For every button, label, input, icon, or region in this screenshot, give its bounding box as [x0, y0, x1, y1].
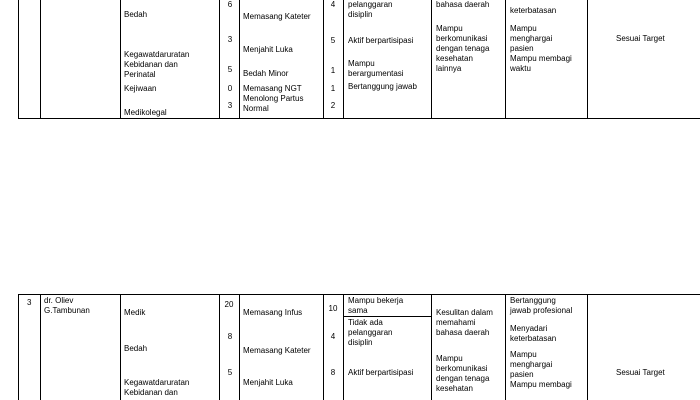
table-border [505, 0, 506, 118]
table-border [18, 118, 700, 119]
person-name: dr. Oliev G.Tambunan [44, 296, 90, 315]
skill-count: 1 [330, 84, 336, 93]
skill-item: Bedah Minor [243, 69, 289, 78]
upper-table [0, 0, 700, 120]
table-border [431, 0, 432, 118]
skill-item: Menolong Partus Normal [243, 94, 304, 113]
competency-medikolegal: Medikolegal [124, 108, 167, 117]
competency-medik: Medik [124, 308, 146, 317]
competency-kejiwaan: Kejiwaan [124, 84, 157, 93]
skill-count: 8 [330, 368, 336, 377]
competency-bedah: Bedah [124, 10, 148, 19]
table-border [239, 294, 240, 400]
attitude-item: Bertanggung jawab [348, 82, 417, 91]
competency-kegawatdaruratan: Kegawatdaruratan Kebidanan dan [124, 378, 190, 397]
competency-count: 5 [227, 65, 233, 74]
table-border [18, 0, 19, 118]
cell-divider [219, 118, 343, 119]
attitude-item: pelanggaran disiplin [348, 0, 393, 19]
skill-item: Menjahit Luka [243, 45, 293, 54]
skill-item: Memasang Infus [243, 308, 303, 317]
professionalism-item: keterbatasan [510, 6, 557, 15]
table-border [343, 294, 344, 400]
skill-count: 10 [328, 304, 338, 313]
table-border [219, 0, 220, 118]
skill-count: 2 [330, 101, 336, 110]
skill-item: Menjahit Luka [243, 378, 293, 387]
competency-count: 3 [227, 101, 233, 110]
professionalism-item: Menyadari keterbatasan [510, 324, 557, 343]
competency-count: 3 [227, 35, 233, 44]
skill-count: 4 [330, 0, 336, 9]
cell-divider [343, 316, 431, 317]
attitude-item: Aktif berpartisipasi [348, 36, 414, 45]
communication-item: Kesulitan dalam memahami bahasa daerah [436, 308, 493, 337]
communication-item: Mampu berkomunikasi dengan tenaga kesehatan [436, 354, 490, 393]
professionalism-item: Bertanggung jawab profesional [510, 296, 573, 315]
table-border [120, 0, 121, 118]
table-border [219, 294, 220, 400]
table-border [18, 294, 19, 400]
communication-item: bahasa daerah [436, 0, 490, 9]
competency-bedah: Bedah [124, 344, 148, 353]
row-number: 3 [27, 298, 32, 307]
table-border [431, 294, 432, 400]
skill-item: Memasang Kateter [243, 346, 311, 355]
competency-kegawatdaruratan: Kegawatdaruratan Kebidanan dan Perinatal [124, 50, 190, 79]
attitude-item: Mampu berargumentasi [348, 59, 404, 78]
table-border [40, 0, 41, 118]
skill-count: 5 [330, 36, 336, 45]
table-border [323, 0, 324, 118]
attitude-item: Aktif berpartisipasi [348, 368, 414, 377]
competency-count: 6 [227, 0, 233, 9]
table-border [239, 0, 240, 118]
result-text: Sesuai Target [616, 34, 665, 43]
skill-count: 4 [330, 332, 336, 341]
table-border [40, 294, 41, 400]
competency-count: 0 [227, 84, 233, 93]
table-border [343, 0, 344, 118]
competency-count: 5 [227, 368, 233, 377]
communication-item: Mampu berkomunikasi dengan tenaga kesehatan lainnya [436, 24, 490, 73]
table-border [587, 294, 588, 400]
skill-count: 1 [330, 66, 336, 75]
attitude-item: Tidak ada pelanggaran disiplin [348, 318, 393, 347]
professionalism-item: Mampu menghargai pasien Mampu membagi waktu [510, 24, 572, 73]
lower-table [0, 294, 700, 400]
table-border [323, 294, 324, 400]
result-text: Sesuai Target [616, 368, 665, 377]
table-border [120, 294, 121, 400]
table-border [587, 0, 588, 118]
professionalism-item: Mampu menghargai pasien Mampu membagi [510, 350, 572, 389]
competency-count: 8 [227, 332, 233, 341]
attitude-item: Mampu bekerja sama [348, 296, 404, 315]
competency-count: 20 [224, 300, 234, 309]
table-border [505, 294, 506, 400]
skill-item: Memasang Kateter [243, 12, 311, 21]
skill-item: Memasang NGT [243, 84, 302, 93]
